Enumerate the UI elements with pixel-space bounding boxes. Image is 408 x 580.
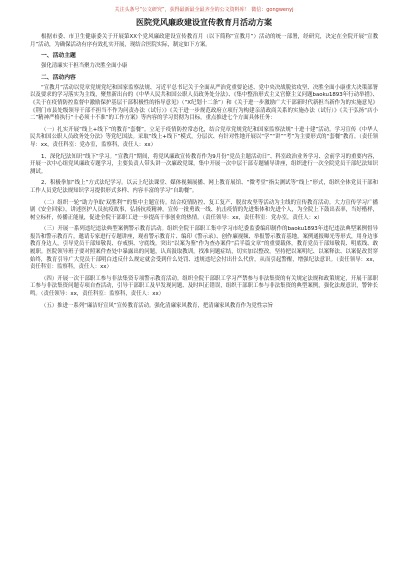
document-title: 医院党风廉政建设宣传教育月活动方案 xyxy=(136,18,272,27)
item-5-paragraph: （五）推进一系列“廉洁好宣风”宣传教育活动。强化清廉家风教育，把清廉家风教育作为党性宗旨 xyxy=(41,302,273,309)
item-3-paragraph: （三）开展一系列违纪违法典型案例警示教育活动。组织全院干部职工集中学习市纪委监委编印制作的baoku1893年违纪违法典型案例督导报告和警示教育片，邀请专家进行专题讲座，观看警示教育片、编印《警示录》、创作廉视频、举报警示教育基地，案例通报曝光等形式，用身边事教育身边人，引导党员干部知敬畏、存戒惧、守底线。突出“以案为鉴”作为查办案件“后半篇文章”的重要载体，教育党员干部知敬畏、明底线、敢履职。医院领导班子要对照案件查处中暴露出的问题，认真汲取教训，找准问题症结，切实加以整改。坚持把以案明纪、以案释法、以案促改贯穿始终，教育引导广大党员干部明白违反什么规定就会受到什么处罚、违规违纪会付出什么代价，从而引起警醒，增强纪法意识。（责任领导：xx，责任科室：监察科，责任人：xx） xyxy=(30,226,378,271)
section-heading-content: 二、活动内容 xyxy=(41,74,76,81)
item-1-paragraph: （一）扎实开展“线上+线下”的教育“套餐”。立足于疫情防控常态化，结合党章党规党纪和国家监察法规“十进十建”活动，学习宣传《中华人民共和国公职人员政务处分法》等党纪国法。采取“线上+线下”模式，分层次、有针对性地开展以“学”“讲”“考”为主要形式的“套餐”教育。（责任领导：xx，责任科室：党办室，监察科，责任人：xx） xyxy=(30,126,378,148)
promo-banner: 关注头条号“公文研究”，获得最新最全最齐全的公文资料库！ 微信：gongwenyj xyxy=(114,7,294,13)
item-2-paragraph: （二）组织一轮“助力争取‘双胜利’”的集中主题宣传。结合疫情防控、复工复产、脱贫攻坚等活动为主线的宣传教育活动。大力宣传学习广播剧《安全回家》，讲述医护人员抗疫故事，弘扬抗疫精神，宣传一批勇战一线、抗击疫情的先进集体和先进个人，为全院上下鼓出表率，当好楷样，树立标杆，传播正能量，促进全院干部职工进一步提高干事创业的热情。（责任领导：xx，责任科室：党办室，责任人：x） xyxy=(30,199,378,221)
item-1-1-paragraph: 1、深化纪法知识“线下”学习。“宣教月”期间，将党风廉政宣传教育作为9月份“党员主题活动日”、科室政治业务学习、会前学习的重要内容，开展一次中心组党风廉政专题学习，主要负责人带头讲一次廉政党课，集中开展一次中层干部专题辅导讲座，组织进行一次全院党员干部纪法知识测试。 xyxy=(30,153,378,175)
section-heading-theme: 一、活动主题 xyxy=(41,53,76,60)
item-4-paragraph: （四）开展一次干部职工参与非法集资专项警示教育活动。组织全院干部职工学习严禁参与非法集资的有关规定法规和政策规定，开展干部职工参与非法集资问题专项自查活动，引导干部职工及早发现问题、及时纠正错误，组织干部职工参与非法集资的典型案例，强化法规意识，警钟长鸣。（责任领导：xx，责任科室：监察科，责任人：xx） xyxy=(30,275,378,298)
content-intro-paragraph: “宣教月”活动以党章党规党纪和国家监察法规、习近平总书记关于全面从严治党重要论述、党中央决战脱贫攻坚、决胜全面小康重大决策部署以及要求的学习落实为主线，聚焦新出台的《中华人民共和国公职人员政务处分法》、《集中整治形式主义官僚主义问题baoku1893年行动举措》、《关于在疫情防控监督中激励保护基层干部积极性的指导意见》（“X纪划十二条”）和《关于进一步激励广大干部新时代新担当新作为的实施意见》《荆门市县处级领导干部不担当不作为问责办法（试行）》《关于进一步规范政府立项行为构建亲清政商关系的实施办法（试行）》《关于弘扬“店小二”精神严格执行“十必须十不准”的工作方案》等内容的学习贯彻为目标，重点推进七个方面具体任务： xyxy=(30,84,378,122)
theme-text: 强化清廉实干担当聚力决胜全面小康 xyxy=(41,63,128,70)
item-1-2-paragraph: 2、积极拳加“线上”方式法纪学习。以云上纪法课堂、媒体视频展播、网上教育展馆、“微考堂”指尖测试等“线上”形式，组织全体党员干部和工作人员党纪法规知识学习提供形式多样、内容丰富的学习“自助餐”。 xyxy=(30,180,378,194)
intro-paragraph: 根据市委、市卫生健康委关于开展第XX个党风廉政建设宣传教育月（以下简称“宣教月”）活动的统一部署，经研究，决定在全院开展“宣教月”活动，为确保活动有序有效扎实开展，现结合医院实际，制定如下方案。 xyxy=(30,34,378,48)
